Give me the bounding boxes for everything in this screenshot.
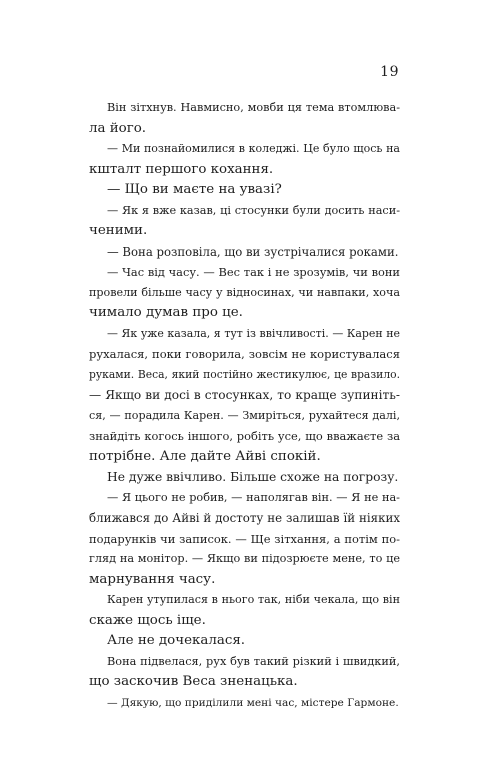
page-number: 19 (380, 64, 399, 80)
text-line: — Як уже казала, я тут із ввічливості. — Карен не (107, 326, 400, 340)
text-line: ла його. (89, 120, 147, 136)
text-line: — Ми познайомилися в коледжі. Це було щось на (107, 142, 400, 155)
text-line: — Як я вже казав, ці стосунки були досить наси- (107, 203, 400, 217)
text-line: — Вона розповіла, що ви зустрічалися роками. (107, 244, 399, 259)
text-line: Карен утупилася в нього так, ніби чекала, що він (107, 593, 400, 606)
text-line: Не дуже ввічливо. Більше схоже на погрозу. (107, 470, 399, 484)
text-line: ближався до Айві й достоту не залишав їй ніяких (89, 511, 400, 525)
text-line: знайдіть когось іншого, робіть усе, що вважаєте за (89, 429, 400, 443)
text-line: скаже щось іще. (89, 612, 206, 628)
text-line: — Час від часу. — Вес так і не зрозумів, чи вони (107, 265, 400, 279)
text-line: Але не дочекалася. (107, 633, 246, 648)
text-line: гляд на монітор. — Якщо ви підозрюєте мене, то це (89, 552, 400, 565)
text-line: кшталт першого кохання. (89, 161, 274, 177)
body-text (89, 98, 400, 713)
text-line: — Дякую, що приділили мені час, містере Гармоне. (107, 695, 399, 709)
text-line: подарунків чи записок. — Ще зітхання, а потім по- (89, 531, 400, 546)
text-line: — Якщо ви досі в стосунках, то краще зупиніть- (89, 388, 400, 402)
text-line: ченими. (89, 223, 148, 238)
text-line: руками. Веса, який постійно жестикулює, це вразило. (89, 367, 400, 381)
text-line: марнування часу. (89, 571, 216, 587)
text-line: провели більше часу у відносинах, чи навпаки, хоча (89, 285, 400, 299)
text-line: — Я цього не робив, — наполягав він. — Я не на- (107, 490, 400, 504)
text-line: що заскочив Веса зненацька. (89, 674, 298, 689)
text-line: потрібне. Але дайте Айві спокій. (89, 448, 321, 464)
text-line: ся, — порадила Карен. — Змиріться, рухайтеся далі, (89, 408, 400, 422)
text-line: рухалася, поки говорила, зовсім не користувалася (89, 347, 400, 361)
text-line: Він зітхнув. Навмисно, мовби ця тема втомлюва- (107, 101, 400, 114)
text-line: — Що ви маєте на увазі? (107, 182, 282, 197)
text-line: чимало думав про це. (89, 305, 243, 320)
text-line: Вона підвелася, рух був такий різкий і швидкий, (107, 654, 400, 668)
